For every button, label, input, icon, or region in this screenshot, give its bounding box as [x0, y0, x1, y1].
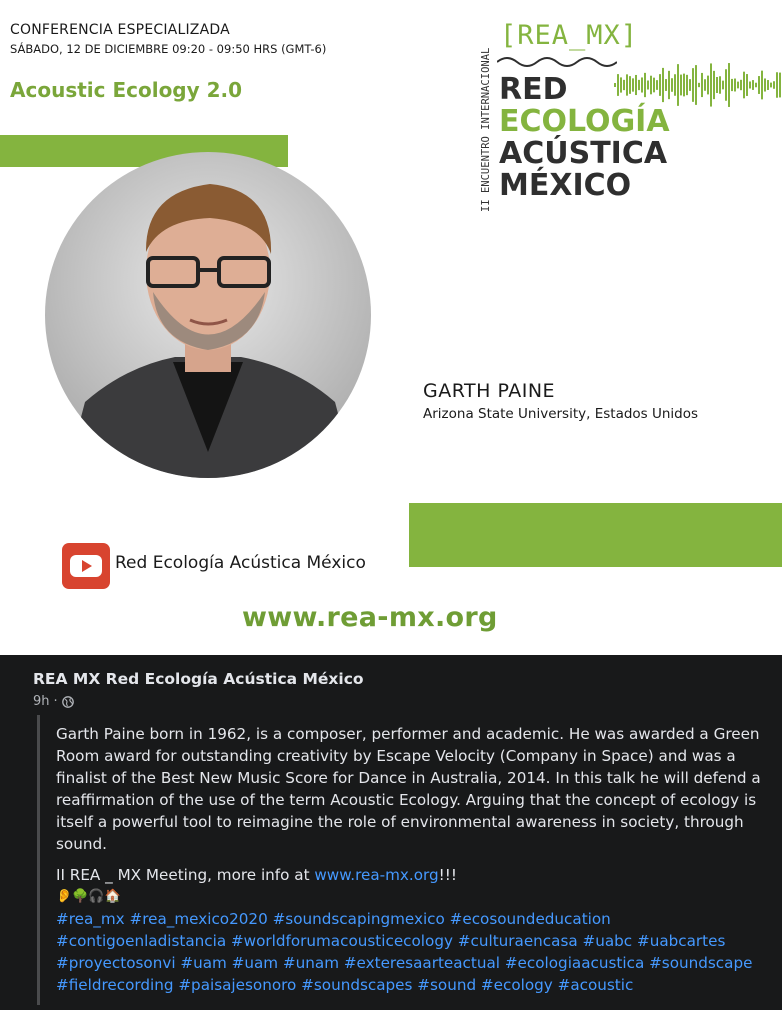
globe-icon [62, 696, 74, 708]
meeting-line: II REA _ MX Meeting, more info at www.rea-mx.org!!! [56, 866, 457, 884]
talk-title: Acoustic Ecology 2.0 [10, 78, 243, 102]
poster-website: www.rea-mx.org [242, 602, 498, 633]
logo-vertical-text: II ENCUENTRO INTERNACIONAL [480, 47, 492, 212]
logo-line-ecologia: ECOLOGÍA [499, 104, 670, 139]
quote-bar [37, 715, 40, 1005]
post-description: Garth Paine born in 1962, is a composer, performer and academic. He was awarded a Green Room award for outstanding creativity by Escape Velocity (Company in Space) and was a finalist of the Best New Music Score for Dance in Australia, 2014. In this talk he will defend a reaffirmation of the use of the term Acoustic Ecology. Arguing that the concept of ecology is itself a powerful tool to reimagine the role of environmental awareness in society, through sound. [56, 725, 761, 853]
logo-squiggle-line [497, 52, 617, 72]
speaker-affiliation: Arizona State University, Estados Unidos [423, 406, 699, 422]
facebook-post [0, 655, 782, 1010]
conference-type: CONFERENCIA ESPECIALIZADA [10, 22, 230, 38]
green-accent-bar-bottom [409, 503, 782, 567]
logo-line-red: RED [499, 72, 568, 107]
hashtag-line[interactable]: #fieldrecording #paisajesonoro #soundscapes #sound #ecology #acoustic [56, 976, 634, 994]
post-author[interactable]: REA MX Red Ecología Acústica México [33, 670, 364, 688]
emoji-line: 👂🌳🎧🏠 [56, 889, 121, 904]
post-timestamp[interactable]: 9h · [33, 694, 74, 709]
hashtag-line[interactable]: #rea_mx #rea_mexico2020 #soundscapingmexico #ecosoundeducation [56, 910, 611, 928]
post-time[interactable]: 9h [33, 694, 50, 709]
youtube-channel-name: Red Ecología Acústica México [115, 553, 366, 573]
speaker-name: GARTH PAINE [423, 380, 556, 402]
hashtag-line[interactable]: #proyectosonvi #uam #uam #unam #exteresaarteactual #ecologiaacustica #soundscape [56, 954, 753, 972]
logo-line-mexico: MÉXICO [499, 168, 632, 203]
meeting-link[interactable]: www.rea-mx.org [314, 866, 439, 884]
speaker-photo [45, 152, 371, 478]
hashtag-line[interactable]: #contigoenladistancia #worldforumacousticecology #culturaencasa #uabc #uabcartes [56, 932, 726, 950]
logo-line-acustica: ACÚSTICA [499, 136, 668, 171]
logo-rea-mx: [REA_MX] [500, 20, 639, 51]
conference-date-time: SÁBADO, 12 DE DICIEMBRE 09:20 - 09:50 HRS (GMT-6) [10, 42, 327, 56]
youtube-icon [62, 543, 110, 589]
post-body [56, 723, 766, 996]
